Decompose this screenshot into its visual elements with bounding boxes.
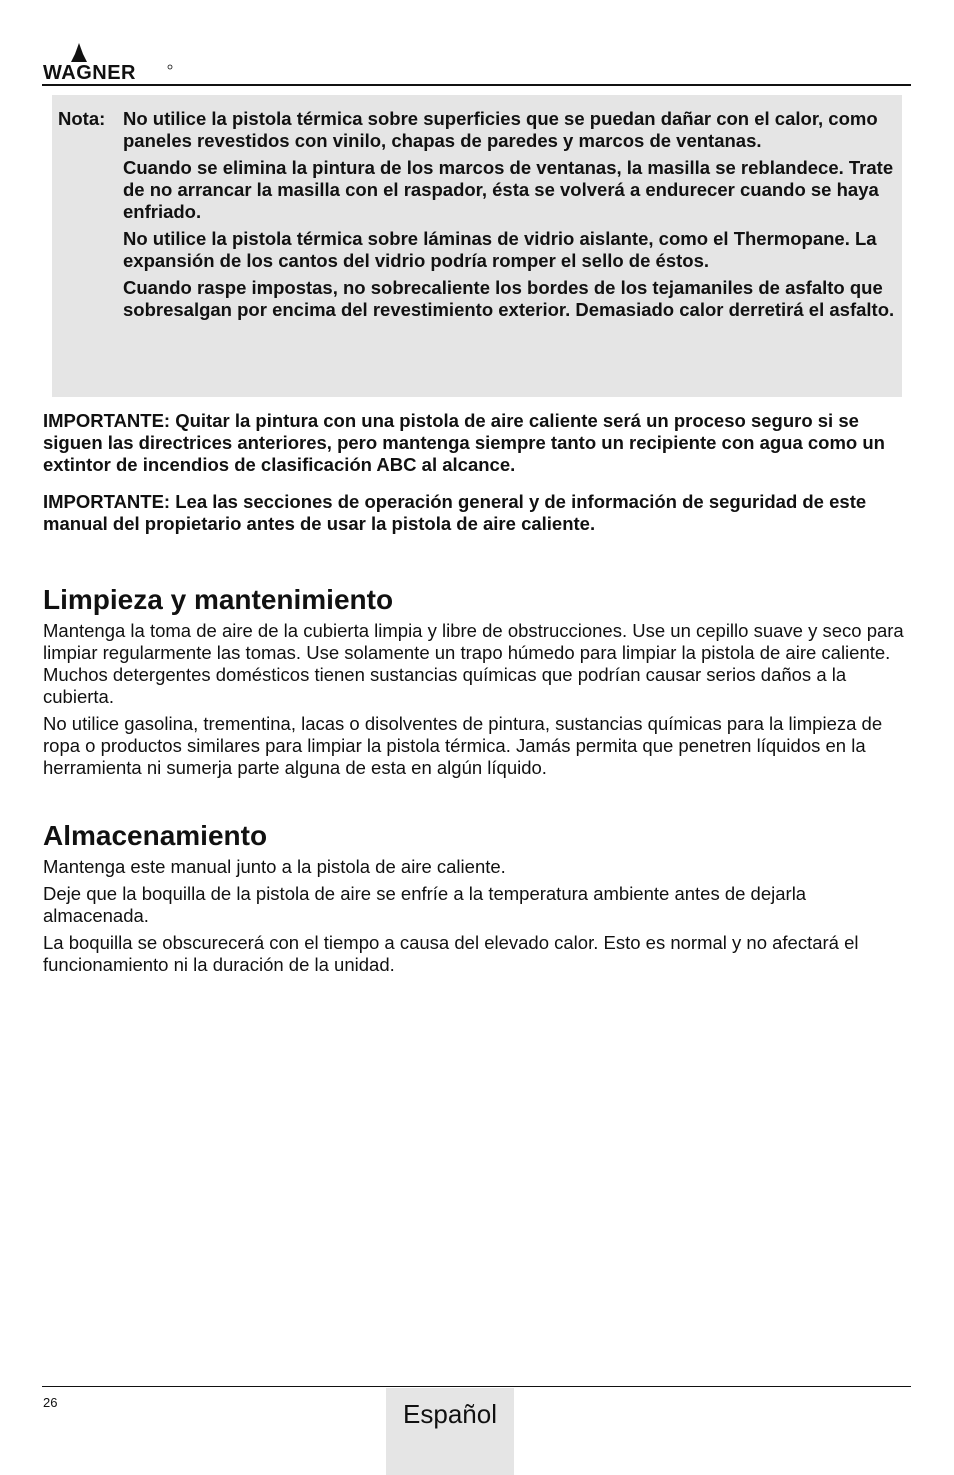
body-paragraph: Mantenga la toma de aire de la cubierta limpia y libre de obstrucciones. Use un cepillo suave y seco para limpiar regularmente las tomas. Use solamente un trapo húmedo para limpiar la pistola de aire caliente. Muchos detergentes domésticos tienen sustancias químicas que podrían causar serios daños a la cubierta.	[43, 620, 904, 707]
body-paragraph: Deje que la boquilla de la pistola de aire se enfríe a la temperatura ambiente antes de dejarla almacenada.	[43, 883, 807, 926]
section-title-cleaning: Limpieza y mantenimiento	[43, 584, 394, 615]
page-number: 26	[43, 1395, 58, 1410]
body-paragraph: La boquilla se obscurecerá con el tiempo a causa del elevado calor. Esto es normal y no afectará el funcionamiento ni la duración de la unidad.	[43, 932, 859, 975]
note-label: Nota:	[58, 108, 106, 129]
section-body-cleaning	[43, 620, 911, 784]
logo-wordmark: WAGNER	[43, 62, 136, 82]
section-body-storage	[43, 856, 911, 981]
body-paragraph: Mantenga este manual junto a la pistola de aire caliente.	[43, 856, 506, 877]
note-paragraph: No utilice la pistola térmica sobre láminas de vidrio aislante, como el Thermopane. La expansión de los cantos del vidrio podría romper el sello de éstos.	[123, 228, 877, 271]
note-body	[123, 108, 901, 326]
header-rule	[42, 84, 911, 86]
section-title-storage: Almacenamiento	[43, 820, 268, 851]
wagner-logo	[42, 42, 174, 82]
important-notice: IMPORTANTE: Lea las secciones de operación general y de información de seguridad de este manual del propietario antes de usar la pistola de aire caliente.	[43, 491, 867, 534]
note-paragraph: Cuando se elimina la pintura de los marcos de ventanas, la masilla se reblandece. Trate de no arrancar la masilla con el raspador, ésta se volverá a endurecer cuando se haya enfriado.	[123, 157, 894, 222]
footer-rule	[42, 1386, 911, 1387]
language-tab	[386, 1388, 514, 1475]
note-paragraph: Cuando raspe impostas, no sobrecaliente los bordes de los tejamaniles de asfalto que sobresalgan por encima del revestimiento exterior. Demasiado calor derretirá el asfalto.	[123, 277, 895, 320]
note-paragraph: No utilice la pistola térmica sobre superficies que se puedan dañar con el calor, como paneles revestidos con vinilo, chapas de paredes y marcos de ventanas.	[123, 108, 878, 151]
language-label: Español	[403, 1399, 497, 1429]
body-paragraph: No utilice gasolina, trementina, lacas o disolventes de pintura, sustancias químicas para la limpieza de ropa o productos similares para limpiar la pistola térmica. Jamás permita que penetren líquidos en la herramienta ni sumerja parte alguna de esta en algún líquido.	[43, 713, 883, 778]
important-notice: IMPORTANTE: Quitar la pintura con una pistola de aire caliente será un proceso seguro si se siguen las directrices anteriores, pero mantenga siempre tanto un recipiente con agua como un extintor de incendios de clasificación ABC al alcance.	[43, 410, 885, 475]
